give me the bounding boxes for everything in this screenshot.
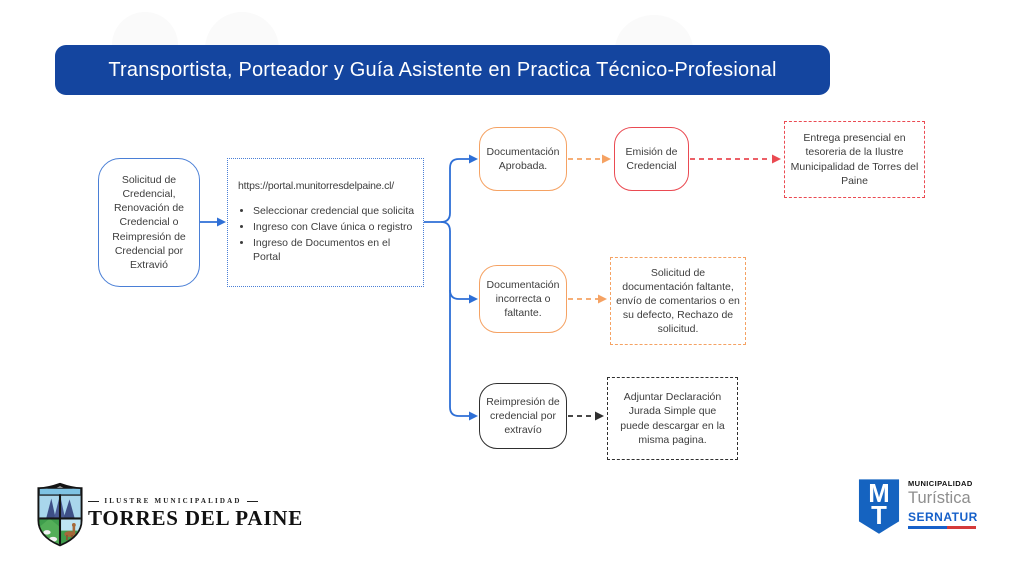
delivery-label: Entrega presencial en tesoreria de la Ilustre Municipalidad de Torres del Paine (790, 132, 919, 187)
missing-docs-box (610, 257, 746, 345)
municipality-wordmark (88, 497, 304, 531)
affidavit-box (607, 377, 738, 460)
rule-left (88, 501, 99, 502)
start-request-box (98, 158, 200, 287)
credential-emission-label: Emisión de Credencial (625, 145, 678, 172)
sernatur-label: SERNATUR (908, 510, 978, 524)
sernatur-underline (908, 526, 976, 529)
reprint-label: Reimpresión de credencial por extravío (486, 395, 560, 437)
portal-step-item: • Ingreso con Clave única o registro (253, 220, 417, 234)
portal-step-item: • Seleccionar credencial que solicita (253, 204, 417, 218)
portal-steps-box (227, 158, 424, 287)
affidavit-label: Adjuntar Declaración Jurada Simple que puede descargar en la misma pagina. (620, 391, 725, 446)
municipality-name: TORRES DEL PAINE (88, 506, 304, 530)
portal-step-item: • Ingreso de Documentos en el Portal (253, 236, 417, 264)
torres-del-paine-crest-icon (34, 481, 86, 549)
tourism-line2: Turística (908, 489, 971, 507)
delivery-box (784, 121, 925, 198)
tourism-line1: MUNICIPALIDAD (908, 479, 973, 488)
missing-docs-label: Solicitud de documentación faltante, envío de comentarios o en su defecto, Rechazo de solicitud. (616, 266, 740, 336)
tourism-wordmark (908, 479, 998, 529)
rule-right (247, 501, 258, 502)
mt-pennant-icon (858, 478, 900, 536)
docs-incorrect-label: Documentación incorrecta o faltante. (486, 278, 560, 320)
docs-approved-label: Documentación Aprobada. (486, 145, 560, 172)
docs-incorrect-box (479, 265, 567, 333)
page-title: Transportista, Porteador y Guía Asistente en Practica Técnico-Profesional (108, 58, 777, 81)
reprint-box (479, 383, 567, 449)
portal-url: https://portal.munitorresdelpaine.cl/ (238, 179, 395, 192)
municipality-small-label: ILUSTRE MUNICIPALIDAD (104, 497, 242, 505)
docs-approved-box (479, 127, 567, 191)
svg-text:M: M (868, 480, 890, 509)
credential-emission-box (614, 127, 689, 191)
portal-steps-list (238, 202, 417, 267)
start-request-label: Solicitud de Credencial, Renovación de Credencial o Reimpresión de Credencial por Extravió (112, 173, 186, 271)
municipality-small-line (88, 497, 258, 505)
svg-text:T: T (871, 502, 887, 531)
